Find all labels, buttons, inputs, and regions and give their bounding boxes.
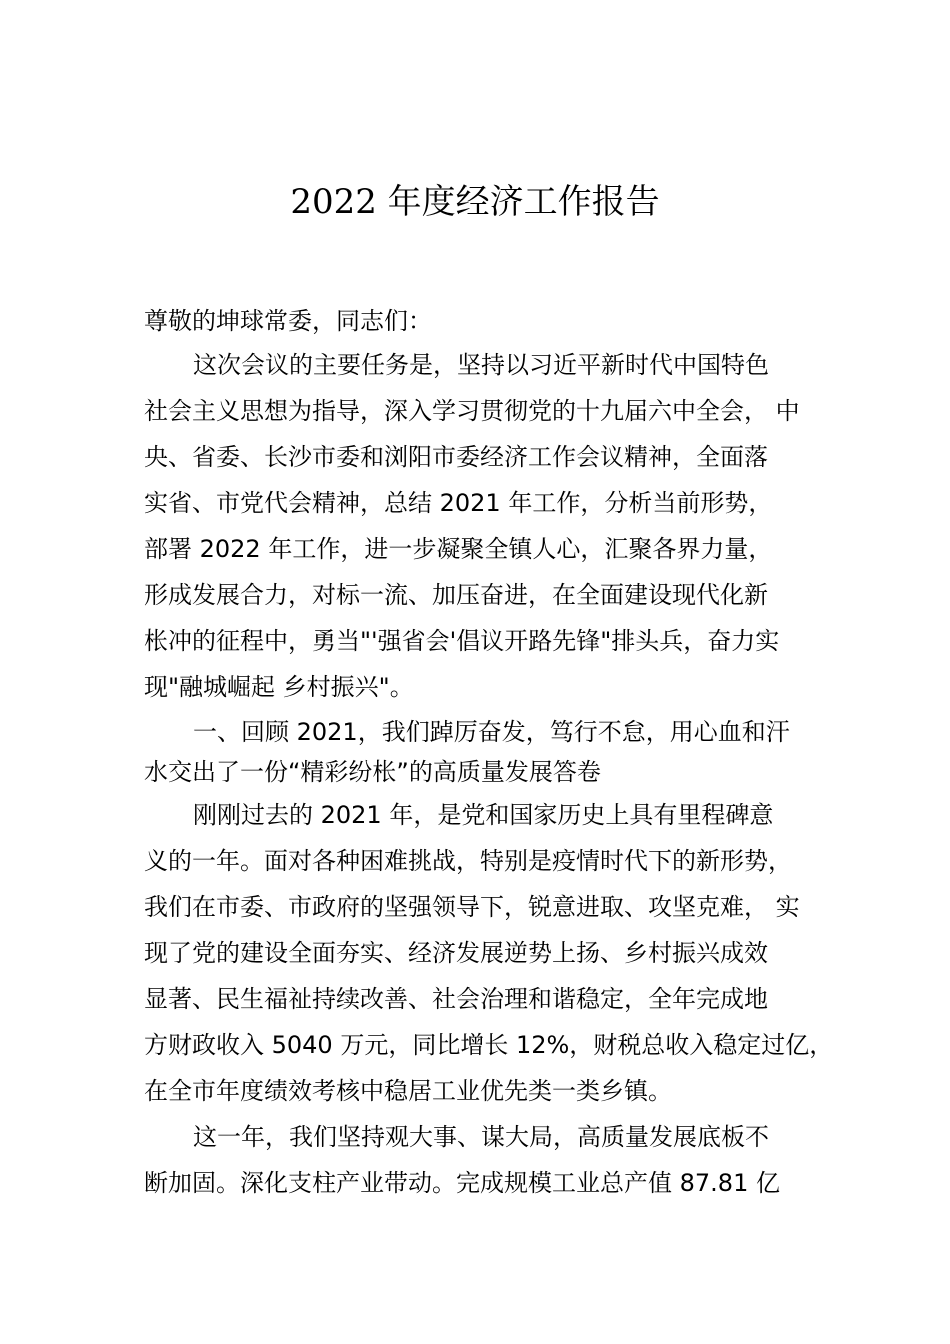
salutation: 尊敬的坤球常委，同志们：	[144, 307, 432, 335]
paragraph-line: 显著、民生福祉持续改善、社会治理和谐稳定，全年完成地	[144, 985, 768, 1013]
section-heading-line: 水交出了一份“精彩纷枨”的高质量发展答卷	[144, 758, 601, 786]
paragraph-line: 现"融城崛起 乡村振兴"。	[144, 673, 414, 701]
paragraph-line: 形成发展合力，对标一流、加压奋进，在全面建设现代化新	[144, 581, 768, 609]
paragraph-line: 义的一年。面对各种困难挑战，特别是疫情时代下的新形势，	[144, 847, 792, 875]
paragraph-line: 这一年，我们坚持观大事、谋大局，高质量发展底板不	[193, 1123, 769, 1151]
document-title: 2022 年度经济工作报告	[290, 182, 660, 222]
paragraph-line: 现了党的建设全面夯实、经济发展逆势上扬、乡村振兴成效	[144, 939, 768, 967]
paragraph-line: 央、省委、长沙市委和浏阳市委经济工作会议精神，全面落	[144, 443, 768, 471]
paragraph-line: 实省、市党代会精神，总结 2021 年工作，分析当前形势，	[144, 489, 773, 517]
paragraph-line: 方财政收入 5040 万元，同比增长 12%，财税总收入稳定过亿，	[144, 1031, 834, 1059]
paragraph-line: 部署 2022 年工作，进一步凝聚全镇人心，汇聚各界力量，	[144, 535, 773, 563]
paragraph-line: 在全市年度绩效考核中稳居工业优先类一类乡镇。	[144, 1077, 672, 1105]
paragraph-line: 这次会议的主要任务是，坚持以习近平新时代中国特色	[193, 351, 769, 379]
paragraph-line: 断加固。深化支柱产业带动。完成规模工业总产值 87.81 亿	[144, 1169, 780, 1197]
paragraph-line: 刚刚过去的 2021 年，是党和国家历史上具有里程碑意	[193, 801, 774, 829]
section-heading-line: 一、回顾 2021，我们踔厉奋发，笃行不怠，用心血和汗	[193, 718, 790, 746]
paragraph-line: 社会主义思想为指导，深入学习贯彻党的十九届六中全会， 中	[144, 397, 800, 425]
paragraph-line: 我们在市委、市政府的坚强领导下，锐意进取、攻坚克难， 实	[144, 893, 800, 921]
paragraph-line: 枨冲的征程中，勇当"'强省会'倡议开路先锋"排头兵，奋力实	[144, 627, 780, 655]
